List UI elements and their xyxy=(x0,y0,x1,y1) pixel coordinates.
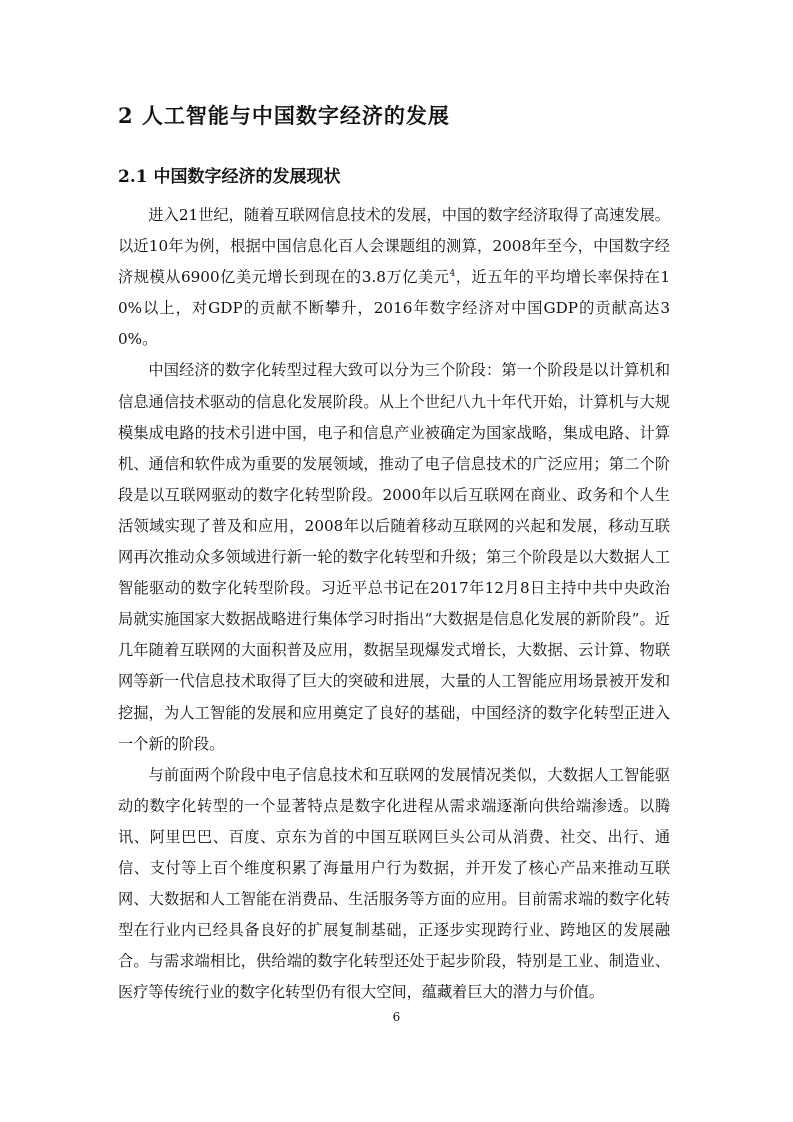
section-heading: 2.1 中国数字经济的发展现状 xyxy=(118,167,341,187)
paragraph-3: 与前面两个阶段中电子信息技术和互联网的发展情况类似，大数据人工智能驱动的数字化转型的一个显著特点是数字化进程从需求端逐渐向供给端渗透。以腾讯、阿里巴巴、百度、京东为首的中国互联网巨头公司从消费、社交、出行、通信、支付等上百个维度积累了海量用户行为数据，并开发了核心产品来推动互联网、大数据和人工智能在消费品、生活服务等方面的应用。目前需求端的数字化转型在行业内已经具备良好的扩展复制基础，正逐步实现跨行业、跨地区的发展融合。与需求端相比，供给端的数字化转型还处于起步阶段，特别是工业、制造业、医疗等传统行业的数字化转型仍有很大空间，蕴藏着巨大的潜力与价值。 xyxy=(118,765,670,1002)
paragraph-1 xyxy=(118,200,670,355)
paragraph-1-text-a: 进入21世纪，随着互联网信息技术的发展，中国的数字经济取得了高速发展。以近10年为例，根据中国信息化百人会课题组的测算，2008年至今，中国数字经济规模从6900亿美元增长到现在的3.8万亿美元 xyxy=(118,206,670,287)
footnote-marker: 4 xyxy=(449,269,456,280)
body-text xyxy=(118,200,670,1008)
page-number: 6 xyxy=(392,1010,401,1024)
paragraph-2: 中国经济的数字化转型过程大致可以分为三个阶段：第一个阶段是以计算机和信息通信技术驱动的信息化发展阶段。从上个世纪八九十年代开始，计算机与大规模集成电路的技术引进中国，电子和信息产业被确定为国家战略，集成电路、计算机、通信和软件成为重要的发展领域，推动了电子信息技术的广泛应用；第二个阶段是以互联网驱动的数字化转型阶段。2000年以后互联网在商业、政务和个人生活领域实现了普及和应用，2008年以后随着移动互联网的兴起和发展，移动互联网再次推动众多领域进行新一轮的数字化转型和升级；第三个阶段是以大数据人工智能驱动的数字化转型阶段。习近平总书记在2017年12月8日主持中共中央政治局就实施国家大数据战略进行集体学习时指出“大数据是信息化发展的新阶段”。近几年随着互联网的大面积普及应用，数据呈现爆发式增长，大数据、云计算、物联网等新一代信息技术取得了巨大的突破和进展，大量的人工智能应用场景被开发和挖掘，为人工智能的发展和应用奠定了良好的基础，中国经济的数字化转型正进入一个新的阶段。 xyxy=(118,361,670,753)
paragraph-1-text-b: ，近五年的平均增长率保持在10%以上，对GDP的贡献不断攀升，2016年数字经济对中国GDP的贡献高达30%。 xyxy=(118,268,670,349)
chapter-heading: 2 人工智能与中国数字经济的发展 xyxy=(118,103,450,128)
